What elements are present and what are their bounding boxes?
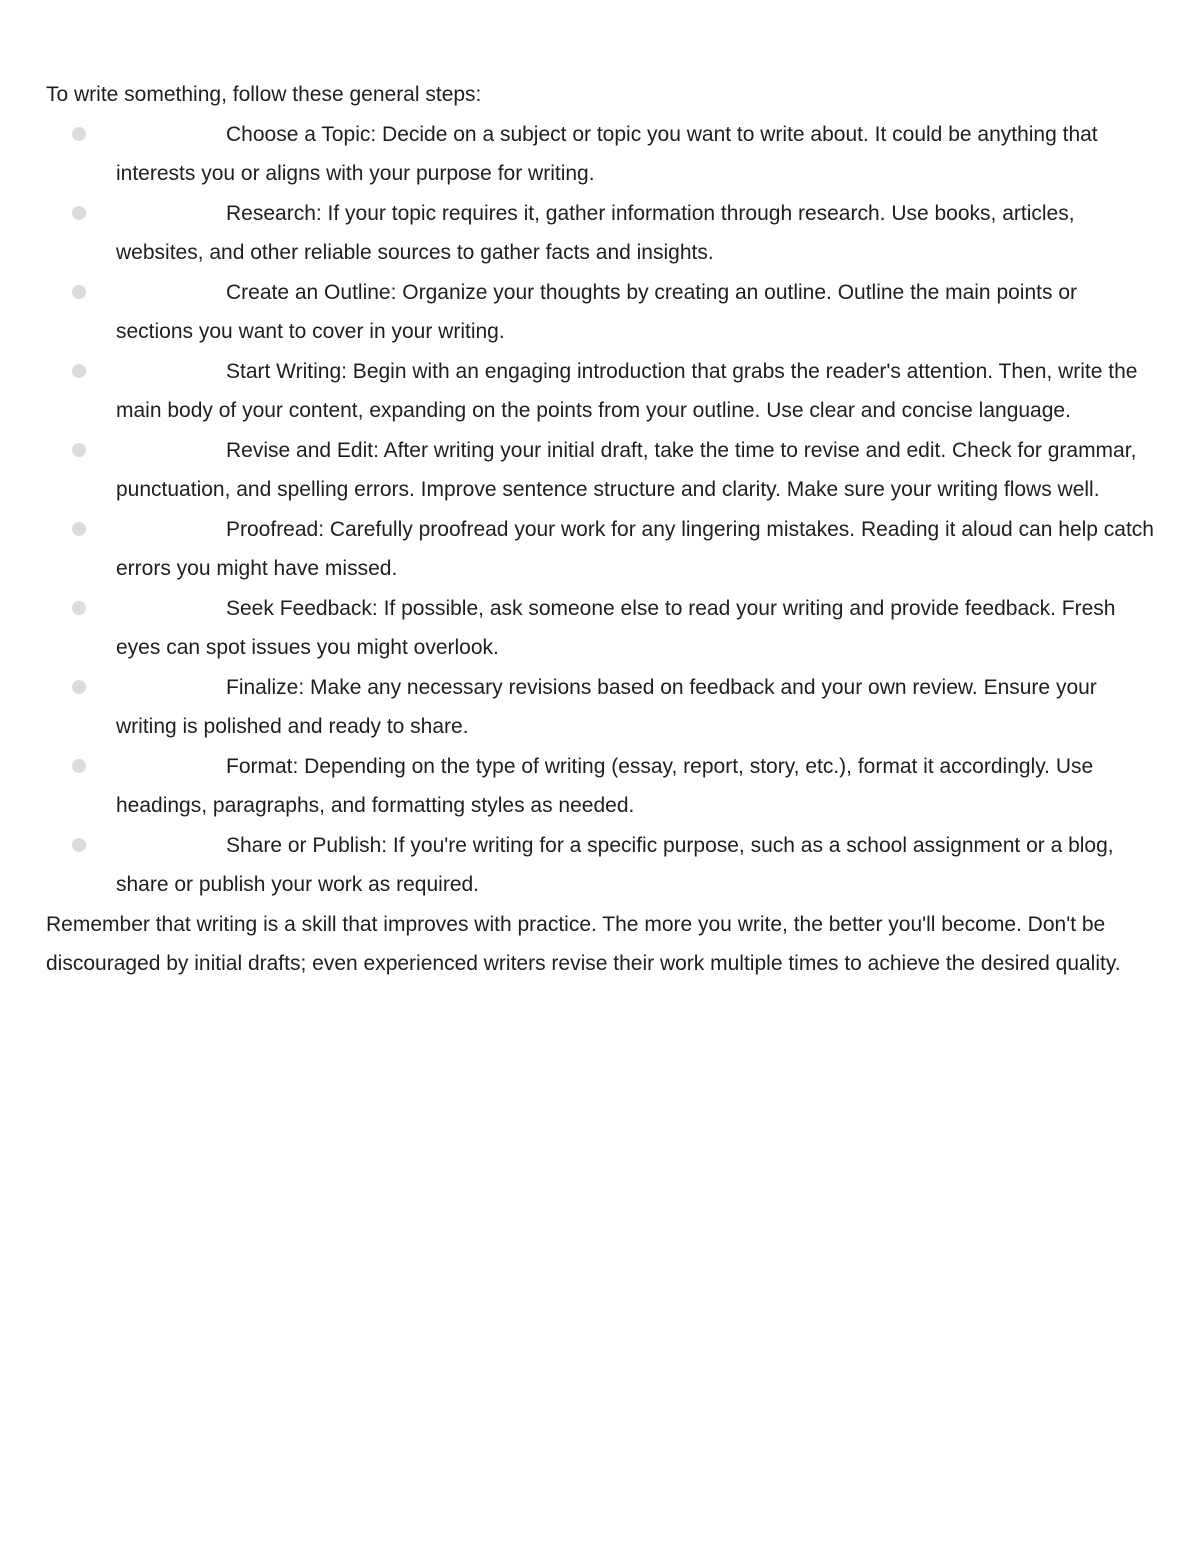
bullet-icon xyxy=(72,443,86,457)
list-item xyxy=(46,273,1158,352)
bullet-icon xyxy=(72,206,86,220)
bullet-icon xyxy=(72,127,86,141)
bullet-icon xyxy=(72,364,86,378)
list-item xyxy=(46,510,1158,589)
bullet-icon xyxy=(72,285,86,299)
step-text: Proofread: Carefully proofread your work for any lingering mistakes. Reading it aloud can help catch errors you might have missed. xyxy=(116,517,1154,580)
step-text: Format: Depending on the type of writing (essay, report, story, etc.), format it accordingly. Use headings, paragraphs, and formatting styles as needed. xyxy=(116,754,1094,817)
document-page xyxy=(46,75,1158,984)
step-text: Choose a Topic: Decide on a subject or topic you want to write about. It could be anything that interests you or aligns with your purpose for writing. xyxy=(116,122,1098,185)
bullet-icon xyxy=(72,601,86,615)
list-item xyxy=(46,431,1158,510)
step-text: Seek Feedback: If possible, ask someone else to read your writing and provide feedback. Fresh eyes can spot issues you might overlook. xyxy=(116,596,1116,659)
list-item xyxy=(46,115,1158,194)
closing-text: Remember that writing is a skill that improves with practice. The more you write, the better you'll become. Don't be discouraged by initial drafts; even experienced writers revise their work multiple times to achieve the desired quality. xyxy=(46,912,1121,975)
step-text: Research: If your topic requires it, gather information through research. Use books, articles, websites, and other reliable sources to gather facts and insights. xyxy=(116,201,1075,264)
list-item xyxy=(46,589,1158,668)
list-item xyxy=(46,668,1158,747)
bullet-icon xyxy=(72,838,86,852)
bullet-icon xyxy=(72,759,86,773)
list-item xyxy=(46,194,1158,273)
intro-text: To write something, follow these general steps: xyxy=(46,83,482,106)
step-text: Share or Publish: If you're writing for a specific purpose, such as a school assignment or a blog, share or publish your work as required. xyxy=(116,833,1114,896)
list-item xyxy=(46,747,1158,826)
bullet-icon xyxy=(72,522,86,536)
step-text: Start Writing: Begin with an engaging introduction that grabs the reader's attention. Then, write the main body of your content, expanding on the points from your outline. Use clear and concise language. xyxy=(116,359,1138,422)
step-text: Create an Outline: Organize your thoughts by creating an outline. Outline the main points or sections you want to cover in your writing. xyxy=(116,280,1077,343)
bullet-icon xyxy=(72,680,86,694)
step-text: Revise and Edit: After writing your initial draft, take the time to revise and edit. Check for grammar, punctuation, and spelling errors. Improve sentence structure and clarity. Make sure your writing flows well. xyxy=(116,438,1137,501)
list-item xyxy=(46,826,1158,905)
step-text: Finalize: Make any necessary revisions based on feedback and your own review. Ensure your writing is polished and ready to share. xyxy=(116,675,1097,738)
steps-list xyxy=(46,115,1158,905)
list-item xyxy=(46,352,1158,431)
